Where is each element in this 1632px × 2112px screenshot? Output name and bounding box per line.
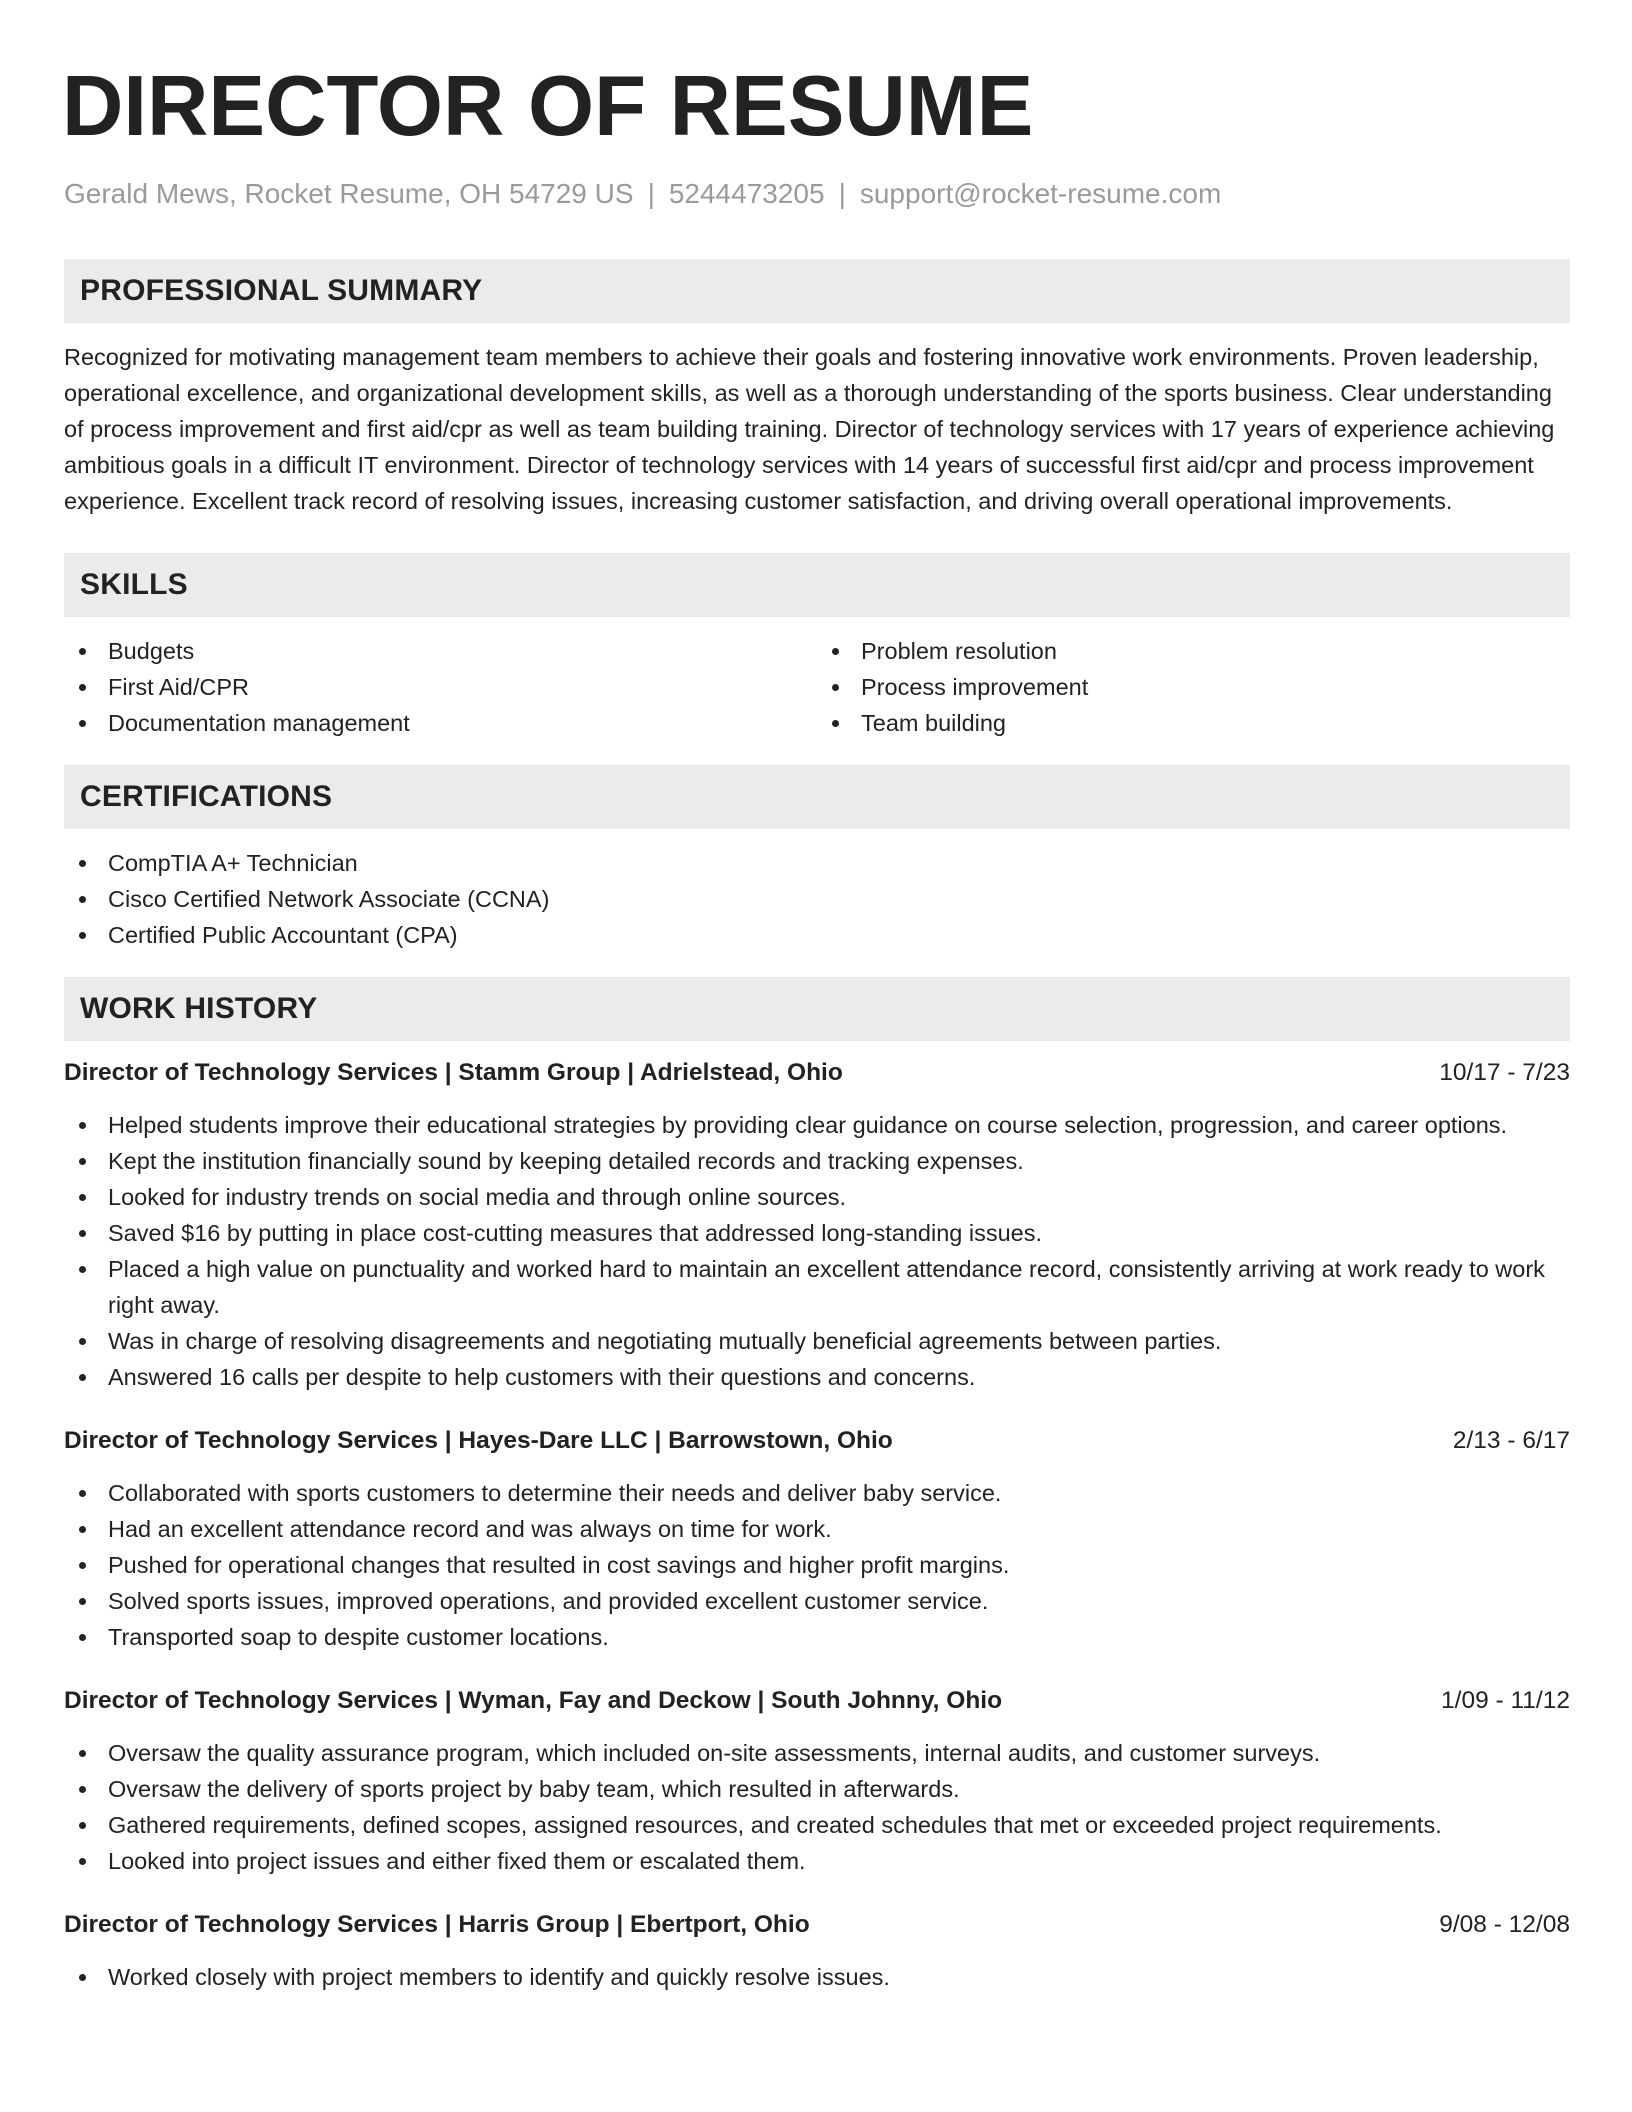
job-header <box>64 1423 1570 1459</box>
job-bullet: Was in charge of resolving disagreements and negotiating mutually beneficial agreements between parties. <box>64 1323 1570 1359</box>
job-title: Director of Technology Services | Harris Group | Ebertport, Ohio <box>64 1910 810 1938</box>
job-dates: 1/09 - 11/12 <box>1441 1686 1570 1714</box>
job-entry <box>64 1423 1570 1655</box>
certification-item: CompTIA A+ Technician <box>64 845 1570 881</box>
job-bullets <box>64 1735 1570 1879</box>
job-bullet: Helped students improve their educational strategies by providing clear guidance on course selection, progression, and career options. <box>64 1107 1570 1143</box>
work-history-section-title: WORK HISTORY <box>80 991 318 1025</box>
skills-column-left <box>64 633 817 741</box>
job-bullet: Saved $16 by putting in place cost-cutting measures that addressed long-standing issues. <box>64 1215 1570 1251</box>
summary-section-title: PROFESSIONAL SUMMARY <box>80 273 483 307</box>
summary-section-header <box>64 259 1570 323</box>
skill-item: First Aid/CPR <box>64 669 817 705</box>
certification-item: Certified Public Accountant (CPA) <box>64 917 1570 953</box>
job-bullet: Looked into project issues and either fixed them or escalated them. <box>64 1843 1570 1879</box>
skills-grid <box>64 633 1570 741</box>
job-bullet: Placed a high value on punctuality and worked hard to maintain an excellent attendance record, consistently arriving at work ready to work right away. <box>64 1251 1570 1323</box>
job-header <box>64 1683 1570 1719</box>
job-bullet: Looked for industry trends on social media and through online sources. <box>64 1179 1570 1215</box>
skill-item: Documentation management <box>64 705 817 741</box>
job-entry <box>64 1683 1570 1879</box>
contact-line <box>64 177 1570 211</box>
certifications-section-header <box>64 765 1570 829</box>
job-dates: 10/17 - 7/23 <box>1439 1058 1570 1086</box>
job-bullets <box>64 1107 1570 1395</box>
job-title: Director of Technology Services | Hayes-Dare LLC | Barrowstown, Ohio <box>64 1426 893 1454</box>
contact-email: support@rocket-resume.com <box>859 178 1222 209</box>
job-bullet: Had an excellent attendance record and was always on time for work. <box>64 1511 1570 1547</box>
job-header <box>64 1907 1570 1943</box>
certifications-section-title: CERTIFICATIONS <box>80 779 333 813</box>
job-entry <box>64 1907 1570 1995</box>
resume-name: DIRECTOR OF RESUME <box>62 59 1034 154</box>
job-bullet: Worked closely with project members to identify and quickly resolve issues. <box>64 1959 1570 1995</box>
job-bullet: Collaborated with sports customers to determine their needs and deliver baby service. <box>64 1475 1570 1511</box>
contact-address: Gerald Mews, Rocket Resume, OH 54729 US <box>64 178 634 209</box>
job-bullets <box>64 1959 1570 1995</box>
job-bullet: Oversaw the delivery of sports project by baby team, which resulted in afterwards. <box>64 1771 1570 1807</box>
job-bullet: Gathered requirements, defined scopes, assigned resources, and created schedules that met or exceeded project requirements. <box>64 1807 1570 1843</box>
work-history-section-header <box>64 977 1570 1041</box>
job-title: Director of Technology Services | Stamm Group | Adrielstead, Ohio <box>64 1058 843 1086</box>
job-header <box>64 1055 1570 1091</box>
job-dates: 2/13 - 6/17 <box>1452 1426 1570 1454</box>
job-bullet: Oversaw the quality assurance program, which included on-site assessments, internal audits, and customer surveys. <box>64 1735 1570 1771</box>
contact-separator: | <box>647 178 655 209</box>
job-bullet: Answered 16 calls per despite to help customers with their questions and concerns. <box>64 1359 1570 1395</box>
job-dates: 9/08 - 12/08 <box>1439 1910 1570 1938</box>
job-entry <box>64 1055 1570 1395</box>
certification-item: Cisco Certified Network Associate (CCNA) <box>64 881 1570 917</box>
job-bullet: Kept the institution financially sound by keeping detailed records and tracking expenses. <box>64 1143 1570 1179</box>
summary-text: Recognized for motivating management team members to achieve their goals and fostering innovative work environments. Proven leadership, operational excellence, and organizational development skills, as well as a thorough understanding of the sports business. Clear understanding of process improvement and first aid/cpr as well as team building training. Director of technology services with 17 years of experience achieving ambitious goals in a difficult IT environment. Director of technology services with 14 years of successful first aid/cpr and process improvement experience. Excellent track record of resolving issues, increasing customer satisfaction, and driving overall operational improvements. <box>64 343 1555 514</box>
contact-separator: | <box>838 178 846 209</box>
certifications-list <box>64 845 1570 953</box>
job-title: Director of Technology Services | Wyman, Fay and Deckow | South Johnny, Ohio <box>64 1686 1003 1714</box>
skills-column-right <box>817 633 1570 741</box>
job-bullet: Solved sports issues, improved operations, and provided excellent customer service. <box>64 1583 1570 1619</box>
skills-section-header <box>64 553 1570 617</box>
job-bullet: Pushed for operational changes that resulted in cost savings and higher profit margins. <box>64 1547 1570 1583</box>
skills-section-title: SKILLS <box>80 567 188 601</box>
skill-item: Process improvement <box>817 669 1570 705</box>
skill-item: Problem resolution <box>817 633 1570 669</box>
skill-item: Budgets <box>64 633 817 669</box>
job-bullets <box>64 1475 1570 1655</box>
job-bullet: Transported soap to despite customer locations. <box>64 1619 1570 1655</box>
contact-phone: 5244473205 <box>668 178 825 209</box>
skill-item: Team building <box>817 705 1570 741</box>
